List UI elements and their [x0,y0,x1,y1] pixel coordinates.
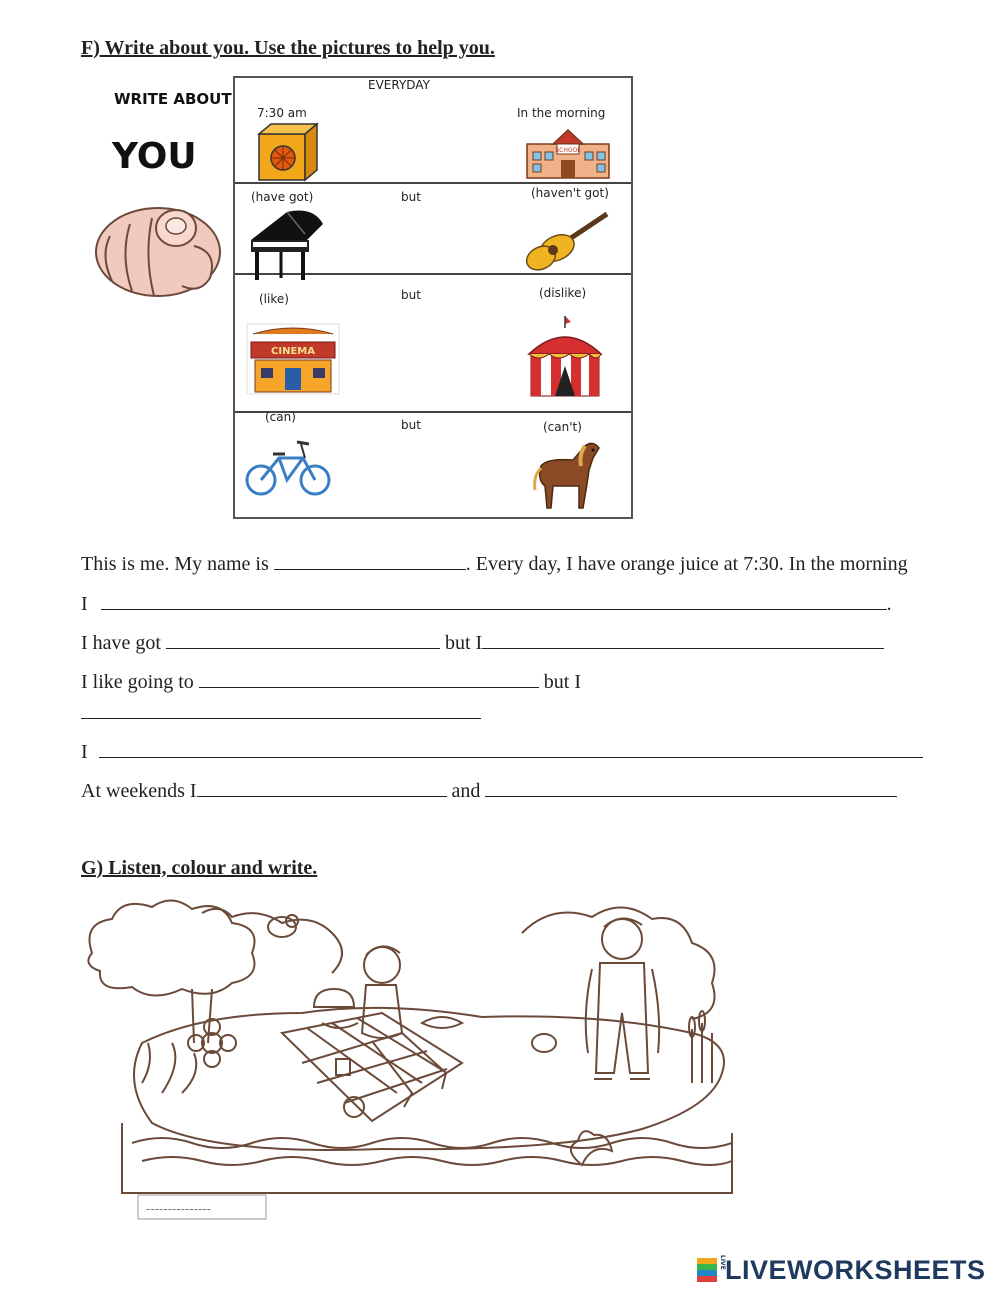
row3-left-label: (like) [259,292,289,306]
answer-placeholder: --------------- [146,1202,211,1216]
circus-tent-icon [525,314,605,398]
s1-text-a: This is me. My name is [81,553,274,575]
bird-on-ground [532,1034,556,1052]
picnic-colouring-illustration [82,893,742,1223]
table-header: EVERYDAY [368,78,430,92]
sentence-line-5 [81,700,481,725]
havent-got-blank[interactable] [482,630,884,649]
can-blank[interactable] [99,739,923,758]
banner-line1: WRITE ABOUT [114,90,232,108]
logo-text: LIVEWORKSHEETS [725,1255,986,1285]
s7-text-b: and [446,780,486,802]
s4-text-b: but I [538,671,581,693]
row2-middle-label: but [401,190,421,204]
row4-middle-label: but [401,418,421,432]
s4-text-a: I like going to [81,671,199,693]
weekend-blank-1[interactable] [197,778,447,797]
sentence-line-6 [81,739,923,764]
piano-icon [247,206,327,282]
guitar-icon [523,208,613,274]
morning-blank[interactable] [101,591,887,610]
s1-text-b: . Every day, I have orange juice at 7:30. In the morning [465,553,908,575]
s7-text-a: At weekends I [81,780,197,802]
sentence-line-4 [81,669,581,694]
s3-text-b: but I [439,632,483,654]
pointing-hand-icon [90,186,230,316]
school-sign: SCHOOL [555,147,581,154]
row4-right-label: (can't) [543,420,582,434]
row1-right-label: In the morning [517,106,606,120]
logo-icon [697,1258,717,1282]
cinema-building-icon [243,320,343,398]
banner-line2: YOU [112,136,197,177]
row2-right-label: (haven't got) [531,186,609,200]
liveworksheets-logo [697,1255,993,1285]
row3-middle-label: but [401,288,421,302]
section-f-heading: F) Write about you. Use the pictures to help you. [81,37,495,59]
row2-left-label: (have got) [251,190,314,204]
name-blank[interactable] [274,551,466,570]
school-building-icon [523,124,613,180]
s3-text-a: I have got [81,632,166,654]
write-about-you-banner [90,86,240,316]
bicycle-icon [243,434,333,500]
sentence-line-1 [81,551,908,576]
row4-left-label: (can) [265,410,296,424]
s6-text-a: I [81,741,88,763]
picture-table [233,76,633,519]
row3-right-label: (dislike) [539,286,587,300]
sentence-line-3 [81,630,884,655]
dislike-blank[interactable] [81,700,481,719]
s2-end: . [886,593,892,615]
have-got-blank[interactable] [166,630,440,649]
horse-icon [527,436,607,512]
sentence-line-2 [81,591,892,616]
teapot [314,989,354,1007]
like-blank[interactable] [199,669,539,688]
section-g-heading: G) Listen, colour and write. [81,857,318,879]
row1-left-label: 7:30 am [257,106,307,120]
cinema-sign: CINEMA [271,346,315,357]
logo-icon-letters: LIVE [719,1255,726,1270]
s2-text-a: I [81,593,88,615]
cup [336,1059,350,1075]
sentence-line-7 [81,778,897,803]
orange-juice-box-icon [253,122,323,184]
weekend-blank-2[interactable] [485,778,897,797]
